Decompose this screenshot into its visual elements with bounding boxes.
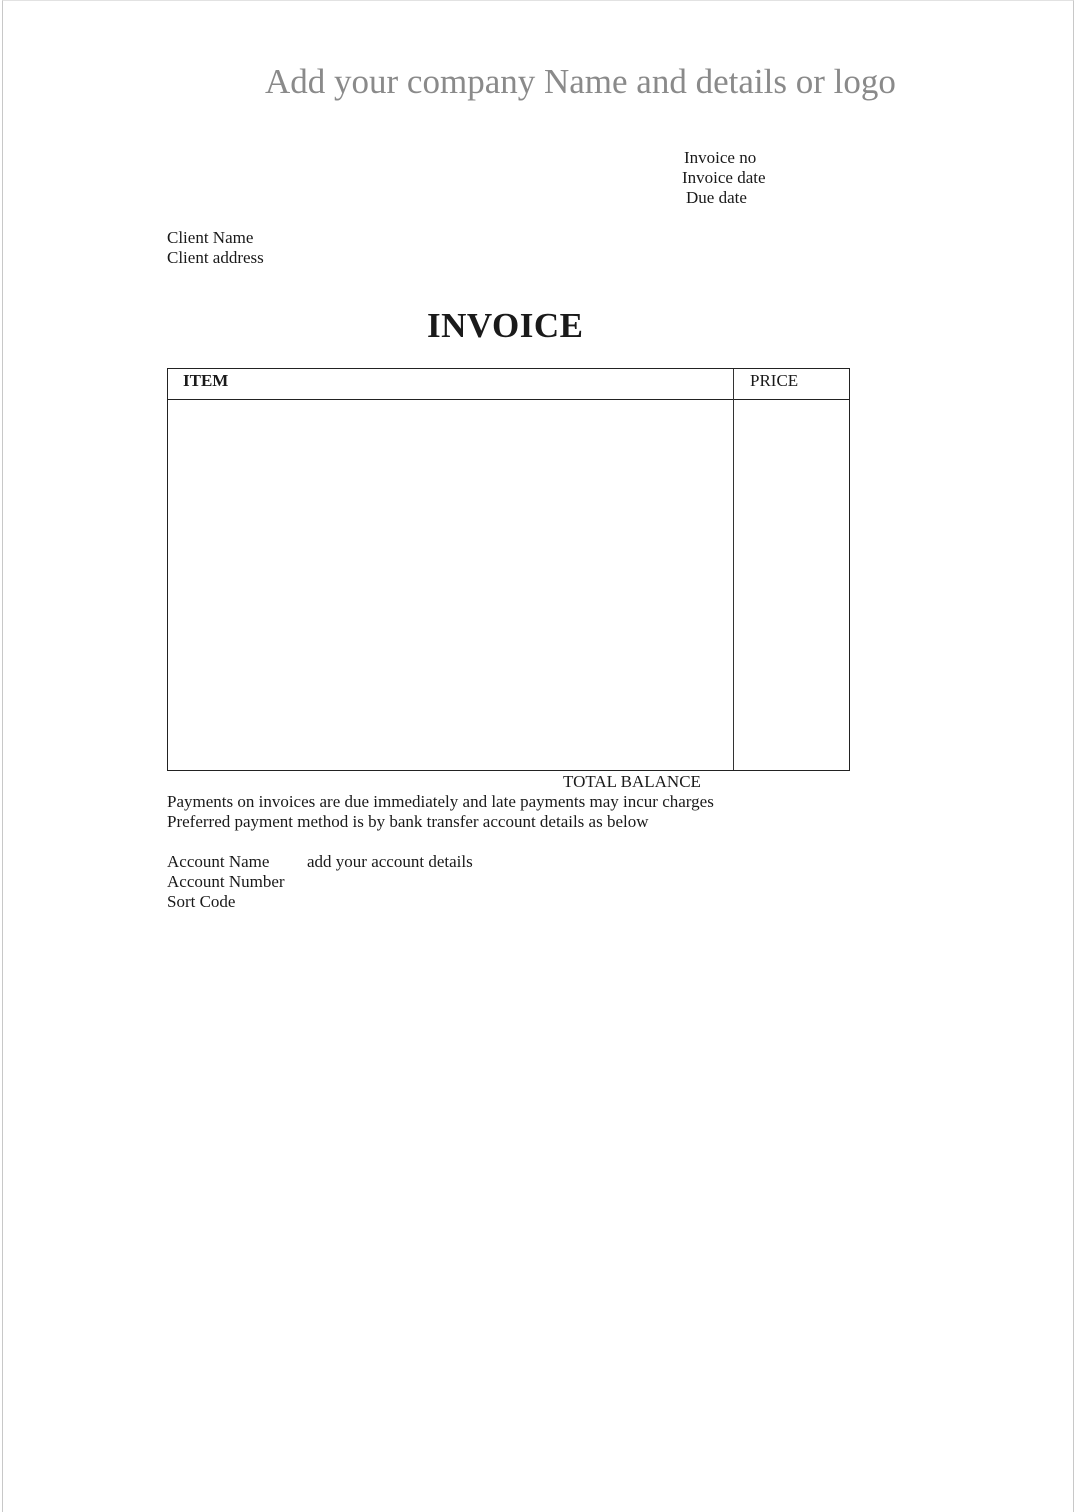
invoice-date-label: Invoice date bbox=[682, 168, 766, 187]
account-row bbox=[167, 892, 285, 912]
account-details bbox=[167, 852, 473, 912]
client-name-label: Client Name bbox=[167, 228, 254, 247]
column-divider bbox=[733, 369, 734, 770]
items-table bbox=[167, 368, 850, 771]
account-row bbox=[167, 852, 473, 872]
items-table-header bbox=[168, 369, 849, 400]
company-name-placeholder: Add your company Name and details or logo bbox=[265, 62, 896, 101]
account-row bbox=[167, 872, 285, 892]
sort-code-label: Sort Code bbox=[167, 892, 236, 911]
invoice-meta-block bbox=[682, 148, 766, 208]
account-number-label: Account Number bbox=[167, 872, 285, 891]
due-date-label: Due date bbox=[686, 188, 747, 207]
client-address-label: Client address bbox=[167, 248, 264, 267]
column-header-item: ITEM bbox=[183, 371, 229, 390]
payment-note-method: Preferred payment method is by bank transfer account details as below bbox=[167, 812, 649, 831]
client-block bbox=[167, 228, 264, 268]
payment-notes bbox=[167, 792, 714, 832]
document-page bbox=[2, 0, 1074, 1512]
payment-note-due: Payments on invoices are due immediately and late payments may incur charges bbox=[167, 792, 714, 811]
column-header-price: PRICE bbox=[750, 371, 799, 390]
invoice-title: INVOICE bbox=[427, 306, 584, 345]
account-name-value: add your account details bbox=[307, 852, 473, 871]
total-balance-label: TOTAL BALANCE bbox=[563, 772, 701, 791]
invoice-number-label: Invoice no bbox=[684, 148, 757, 167]
account-name-label: Account Name bbox=[167, 852, 270, 871]
